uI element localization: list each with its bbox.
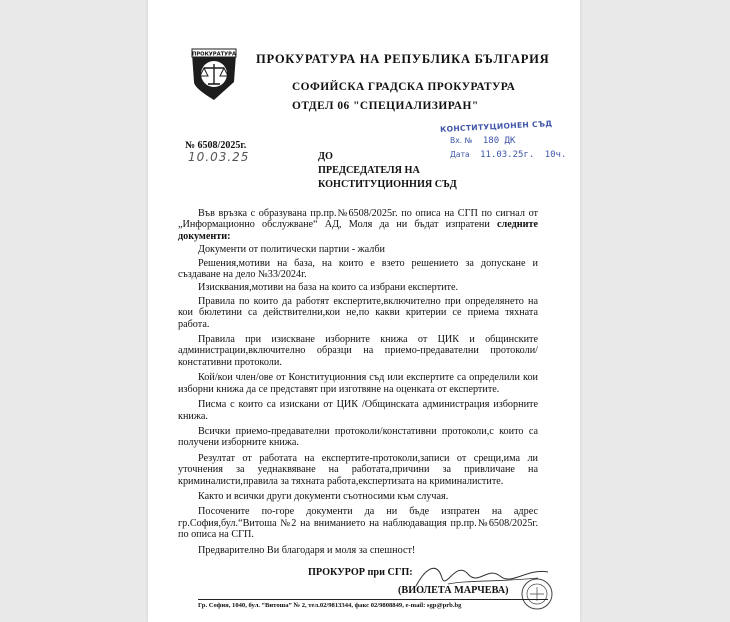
prosecutor-role: ПРОКУРОР при СГП:: [308, 567, 413, 578]
stamp-time-note: 10ч.: [544, 150, 567, 160]
request-item: Правила по които да работят експертите,включително при определянето на кои бюлетини са действителни,кои не,по какви критерии се приема тяхната работа.: [178, 295, 538, 330]
office-subtitle: СОФИЙСКА ГРАДСКА ПРОКУРАТУРА: [292, 81, 516, 93]
institution-title: ПРОКУРАТУРА НА РЕПУБЛИКА БЪЛГАРИЯ: [256, 52, 550, 66]
incoming-registration-stamp: [440, 116, 580, 172]
delivery-paragraph: Посочените по-горе документи да ни бъде изпратен на адрес гр.София,бул.“Витоша №2 на вниманието на наблюдаващия пр.пр.№6508/2025г. по описа на СГП.: [178, 506, 538, 541]
case-number: № 6508/2025г.: [185, 140, 247, 151]
footer-contact: Гр. София, 1040, бул. “Витоша” № 2, тел.02/9813344, факс 02/9808849, e-mail: sgp@prb.bg: [198, 599, 548, 609]
prosecutor-name: (ВИОЛЕТА МАРЧЕВА): [398, 585, 509, 596]
stamp-incoming-row: [450, 136, 515, 146]
stamp-court-name: КОНСТИТУЦИОНЕН СЪД: [439, 119, 553, 134]
request-item: Всички приемо-предавателни протоколи/констативни протоколи,с които са получени изборните книжа.: [178, 425, 538, 449]
document-page: [148, 0, 580, 622]
stamp-incoming-label: Вх. №: [450, 136, 473, 145]
request-item: Кой/кои член/ове от Конституционния съд или експертите са определили кои изборни книжа да се представят при изготвяне на оценката от експертите.: [178, 372, 538, 395]
request-item: Писма с които са изискани от ЦИК /Общинската администрация изборните книжа.: [178, 399, 538, 422]
addressee-to: ДО: [318, 151, 333, 162]
letter-body: [178, 208, 538, 560]
request-item: Документи от политически партии - жалби: [198, 244, 386, 256]
request-item: Правила при изискване изборните книжа от ЦИК и общинските администрации,включително образци на приемо-предавателни протоколи/констативни протоколи.: [178, 334, 538, 368]
stamp-date-label: Дата: [450, 150, 470, 159]
addressee-body: КОНСТИТУЦИОННИЯ СЪД: [318, 179, 457, 190]
addressee-role: ПРЕДСЕДАТЕЛЯ НА: [318, 165, 420, 176]
stamp-incoming-value: 180 ДК: [482, 136, 516, 146]
stamp-date-row: [450, 150, 566, 160]
closing-paragraph: Предварително Ви благодаря и моля за спешност!: [198, 544, 416, 556]
addressee-block: [318, 150, 457, 192]
stamp-date-value: 11.03.25г.: [480, 150, 535, 160]
department-title: ОТДЕЛ 06 "СПЕЦИАЛИЗИРАН": [292, 100, 479, 112]
emblem-text: ПРОКУРАТУРА: [192, 51, 236, 58]
intro-paragraph: Във връзка с образувана пр.пр.№6508/2025г. по описа на СГП по сигнал от „Информационно обслужване“ АД, Моля да ни бъдат изпратени следните документи:: [178, 208, 539, 242]
handwritten-date: 10.03.25: [188, 150, 250, 164]
request-item: Решения,мотиви на база, на които е взето решението за допускане и създаване на дело №33/2024г.: [178, 257, 538, 281]
intro-emphasis: следните документи: [178, 219, 539, 242]
request-item: Резултат от работата на експертите-протоколи,записи от срещи,има ли уточнения за уеднаквяване на работата,причини за привличане на криминалисти,правила за тяхната работа,експертизата на криминалистите.: [178, 452, 538, 487]
request-item: Както и всички други документи съотносими към случая.: [198, 490, 449, 502]
request-item: Изисквания,мотиви на база на които са избрани експертите.: [198, 282, 459, 294]
prosecution-emblem-icon: [186, 44, 242, 102]
